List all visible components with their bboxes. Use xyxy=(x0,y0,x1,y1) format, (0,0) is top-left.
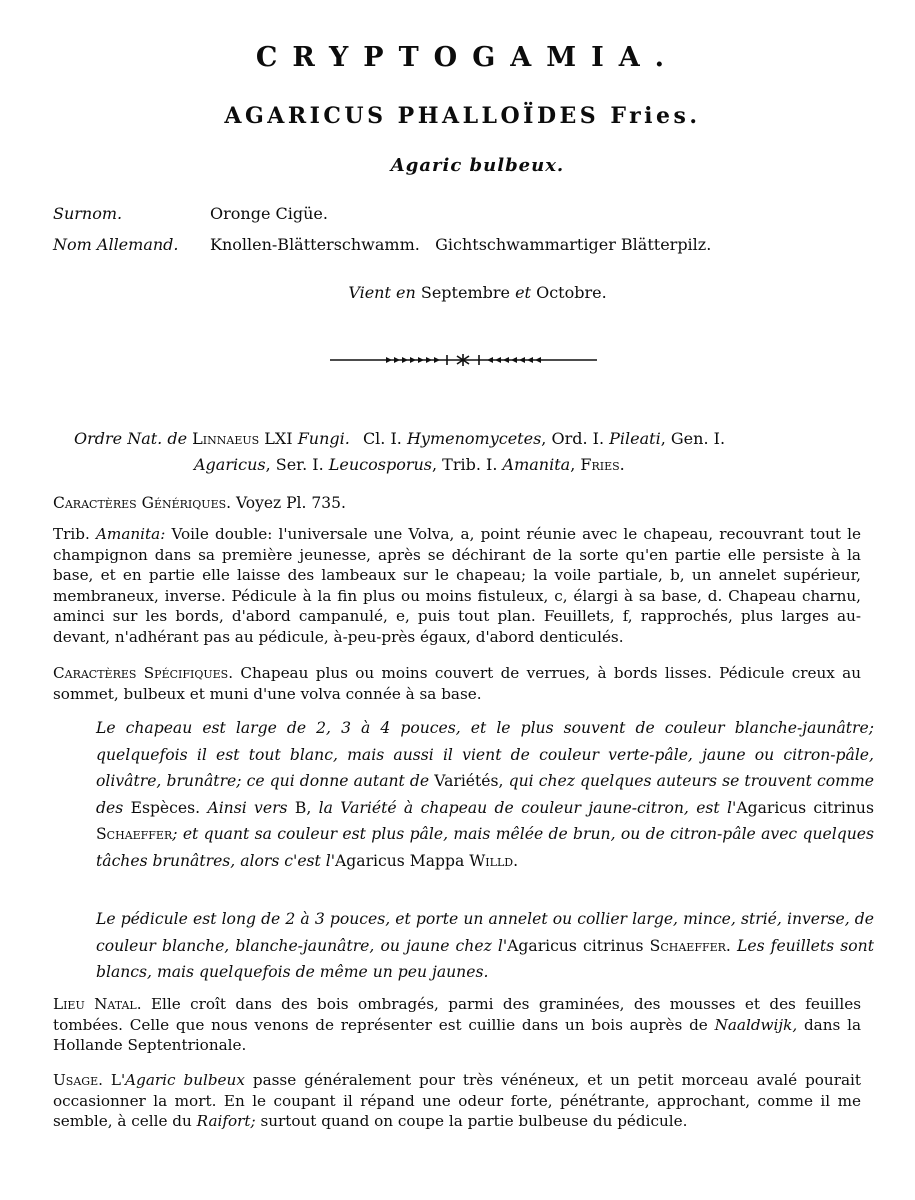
linnaeus: Linnaeus xyxy=(192,429,260,448)
season-month-1: Septembre xyxy=(420,283,510,302)
common-name: Agaric bulbeux. xyxy=(390,155,565,176)
genus-label: , Gen. I. xyxy=(660,429,726,448)
season-line xyxy=(0,283,915,302)
usage-text-a: L' xyxy=(110,1071,126,1089)
stem-text-b: Les feuillets sont blancs, mais quelquefois de même un peu jaunes. xyxy=(96,936,874,981)
german-name-value: Knollen-Blätterschwamm. Gichtschwammartiger Blätterpilz. xyxy=(210,235,712,254)
classification-line-2 xyxy=(74,452,854,478)
habitat-text-b: dans la Hollande Septentrionale. xyxy=(53,1015,862,1054)
season-et: et xyxy=(515,283,531,302)
usage-text-c: surtout quand on coupe la partie bulbeuse du pédicule. xyxy=(260,1112,688,1130)
genus-name: Agaricus xyxy=(194,455,266,474)
classification-line-1 xyxy=(74,426,854,452)
german-name-label: Nom Allemand. xyxy=(53,235,179,254)
season-en: en xyxy=(396,283,416,302)
usage-text-b: passe généralement pour très vénéneux, et un petit morceau avalé pourait occasionner la mort. En le coupant il répand une odeur forte, pénétrante, approchant, comme il me semble, à celle du xyxy=(53,1071,861,1130)
series-label: , Ser. I. xyxy=(265,455,324,474)
specific-characters xyxy=(53,663,861,704)
season-vient: Vient xyxy=(348,283,391,302)
tribe-label: , Trib. I. xyxy=(432,455,498,474)
season-month-2: Octobre. xyxy=(536,283,607,302)
species-name: AGARICUS PHALLOÏDES Fries. xyxy=(224,103,701,129)
ordre-label: Ordre Nat. de xyxy=(74,429,188,448)
classification-block xyxy=(74,426,854,478)
cap-text-a: Le chapeau est large de 2, 3 à 4 pouces, et le plus souvent de couleur blanche-jaunâtre; quelquefois il est tout blanc, mais aussi il vient de couleur verte-pâle, jaune ou citron-pâle, olivâtre, brunâtre; ce qui donne autant de xyxy=(96,719,874,790)
agaricus-citrinus-2: Agaricus citrinus xyxy=(507,936,644,955)
cap-text-d: la Variété à chapeau de couleur jaune-citron, est l' xyxy=(318,798,737,817)
surnom-label: Surnom. xyxy=(53,204,123,223)
agaricus-citrinus: Agaricus citrinus xyxy=(736,798,874,817)
tribe-name: Amanita xyxy=(502,455,571,474)
specific-label: Caractères Spécifiques. xyxy=(53,664,234,682)
author-schaeffer: Schaeffer xyxy=(96,825,173,843)
fungi: Fungi. xyxy=(297,429,350,448)
tribe-description xyxy=(53,524,861,647)
habitat-paragraph xyxy=(53,994,861,1056)
place-naaldwijk: Naaldwijk, xyxy=(714,1015,798,1034)
specific-text: Chapeau plus ou moins couvert de verrues, à bords lisses. Pédicule creux au sommet, bulbeux et muni d'une volva connée à sa base. xyxy=(53,664,861,703)
usage-label: Usage. xyxy=(53,1071,103,1089)
ordre-number: LXI xyxy=(264,429,293,448)
generic-label: Caractères Génériques. xyxy=(53,494,232,512)
ornament-divider xyxy=(330,353,597,367)
usage-agaric: Agaric bulbeux xyxy=(125,1071,245,1089)
tribe-text: Voile double: l'universale une Volva, a, point réunie avec le chapeau, recouvrant tout le champignon dans sa première jeunesse, après se déchirant de la sorte qu'en partie elle persiste à la base, et en partie elle laisse des lambeaux sur le chapeau; la voile partiale, b, un annelet supérieur, membraneux, inverse. Pédicule à la fin plus ou moins fistuleux, c, élargi à sa base, d. Chapeau charnu, aminci sur les bords, d'abord campanulé, e, puis tout plan. Feuillets, f, rapprochés, plus larges au-devant, n'adhérant pas au pédicule, à-peu-près égaux, d'abord denticulés. xyxy=(53,525,862,646)
usage-raifort: Raifort; xyxy=(196,1112,256,1130)
surnom-value: Oronge Cigüe. xyxy=(210,204,328,223)
agaricus-mappa: Agaricus Mappa xyxy=(335,851,465,870)
order-label: , Ord. I. xyxy=(541,429,605,448)
class-name: Hymenomycetes xyxy=(406,429,542,448)
habitat-text-a: Elle croît dans des bois ombragés, parmi des graminées, des mousses et des feuilles tombées. Celle que nous venons de représenter est cuillie dans un bois auprès de xyxy=(53,995,861,1034)
series-name: Leucosporus xyxy=(328,455,432,474)
author-willd: Willd. xyxy=(469,851,519,870)
cap-description xyxy=(96,715,874,874)
usage-paragraph xyxy=(53,1070,861,1132)
author-schaeffer-2: Schaeffer. xyxy=(649,936,731,955)
order-name: Pileati xyxy=(609,429,661,448)
habitat-label: Lieu Natal. xyxy=(53,995,142,1013)
cap-text-e: ; et quant sa couleur est plus pâle, mais mêlée de brun, ou de citron-pâle avec quelques tâches brunâtres, alors c'est l' xyxy=(96,825,874,870)
generic-text: Voyez Pl. 735. xyxy=(236,494,346,512)
class-label: Cl. I. xyxy=(362,429,402,448)
surnom-row xyxy=(53,204,328,223)
author-fries: , Fries. xyxy=(570,455,625,474)
variety-b: B, xyxy=(294,798,312,817)
page-title: CRYPTOGAMIA. xyxy=(255,42,680,73)
german-name-row xyxy=(53,235,711,254)
cap-text-b: qui chez quelques auteurs se trouvent comme des xyxy=(96,772,874,817)
especes: Espèces. xyxy=(130,798,201,817)
stem-description xyxy=(96,906,874,986)
generic-characters xyxy=(53,493,853,514)
stem-text-a: Le pédicule est long de 2 à 3 pouces, et porte un annelet ou collier large, mince, strié, inverse, de couleur blanche, blanche-jaunâtre, ou jaune chez l' xyxy=(96,910,874,955)
cap-text-c: Ainsi vers xyxy=(207,798,288,817)
tribe-name-heading: Amanita: xyxy=(95,525,166,543)
varietes: Variétés, xyxy=(434,772,504,790)
tribe-prefix: Trib. xyxy=(53,525,90,543)
